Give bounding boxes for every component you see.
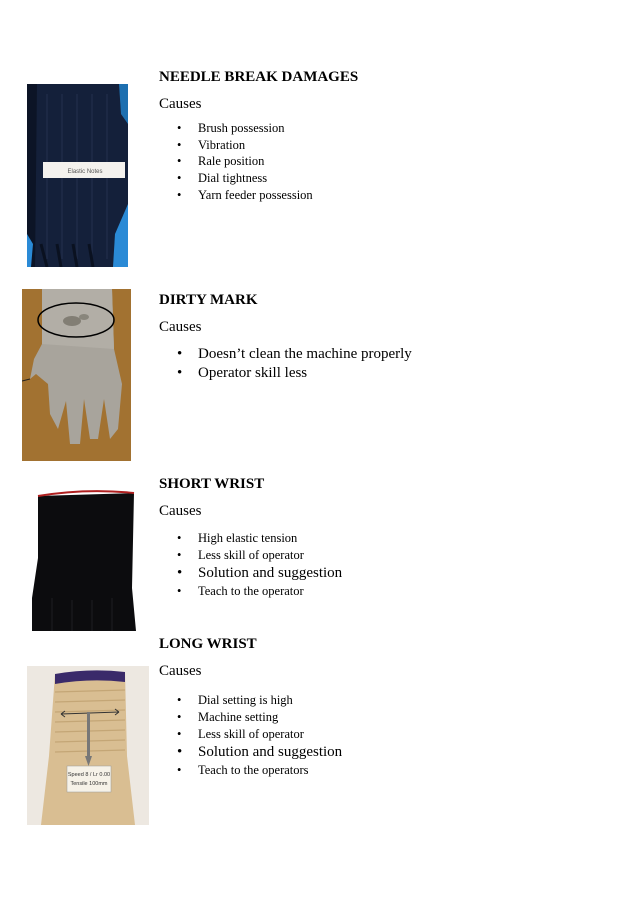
- section-long-wrist: [159, 635, 599, 779]
- bullet-icon: •: [177, 584, 182, 598]
- bullet-icon: •: [177, 744, 183, 760]
- bullet-icon: •: [177, 565, 183, 581]
- section-title: SHORT WRIST: [159, 476, 265, 492]
- section-title: NEEDLE BREAK DAMAGES: [159, 69, 359, 85]
- list-item: • Machine setting: [177, 710, 279, 724]
- bullet-icon: •: [177, 137, 182, 152]
- bullet-icon: •: [177, 187, 182, 202]
- needle-break-photo-label: Elastic Notes: [67, 169, 103, 175]
- list-item: • Doesn’t clean the machine properly: [177, 346, 412, 362]
- needle-break-photo: [27, 84, 128, 267]
- bullet-icon: •: [177, 121, 182, 135]
- section-title: DIRTY MARK: [159, 292, 258, 308]
- bullet-icon: •: [177, 365, 183, 381]
- causes-label: Causes: [159, 319, 202, 335]
- list-item: • Vibration: [177, 137, 246, 152]
- list-item: • Solution and suggestion: [177, 744, 343, 760]
- bullet-icon: •: [177, 727, 182, 741]
- list-item: • Less skill of operator: [177, 727, 304, 741]
- bullet-icon: •: [177, 531, 182, 545]
- list-item: • Teach to the operators: [177, 763, 309, 777]
- causes-label: Causes: [159, 96, 202, 112]
- causes-list: [159, 120, 599, 204]
- dirty-mark-photo: [22, 289, 131, 461]
- long-wrist-photo-label-1: Speed 8 / Lr 0.00: [67, 772, 111, 778]
- list-item: • Less skill of operator: [177, 548, 304, 562]
- causes-label: Causes: [159, 663, 202, 679]
- section-dirty-mark: [159, 291, 599, 383]
- short-wrist-photo: [32, 488, 139, 631]
- long-wrist-photo: [27, 666, 149, 825]
- list-item: • Brush possession: [177, 121, 285, 135]
- bullet-icon: •: [177, 171, 182, 186]
- long-wrist-photo-label-2: Tensile 100mm: [70, 781, 108, 787]
- causes-list: [159, 692, 599, 779]
- list-item: • Operator skill less: [177, 365, 308, 381]
- section-needle-break: [159, 68, 599, 204]
- bullet-icon: •: [177, 763, 182, 777]
- bullet-icon: •: [177, 710, 182, 724]
- list-item: • Dial setting is high: [177, 693, 293, 707]
- causes-list: [159, 345, 599, 383]
- causes-list: [159, 530, 599, 600]
- section-short-wrist: [159, 475, 599, 600]
- bullet-icon: •: [177, 548, 182, 562]
- bullet-icon: •: [177, 346, 183, 362]
- causes-label: Causes: [159, 503, 202, 519]
- list-item: • Solution and suggestion: [177, 565, 343, 581]
- list-item: • Yarn feeder possession: [177, 187, 313, 202]
- list-item: • Dial tightness: [177, 171, 268, 186]
- list-item: • Rale position: [177, 154, 265, 169]
- list-item: • High elastic tension: [177, 531, 298, 545]
- bullet-icon: •: [177, 154, 182, 169]
- list-item: • Teach to the operator: [177, 584, 304, 598]
- section-title: LONG WRIST: [159, 636, 257, 652]
- bullet-icon: •: [177, 693, 182, 707]
